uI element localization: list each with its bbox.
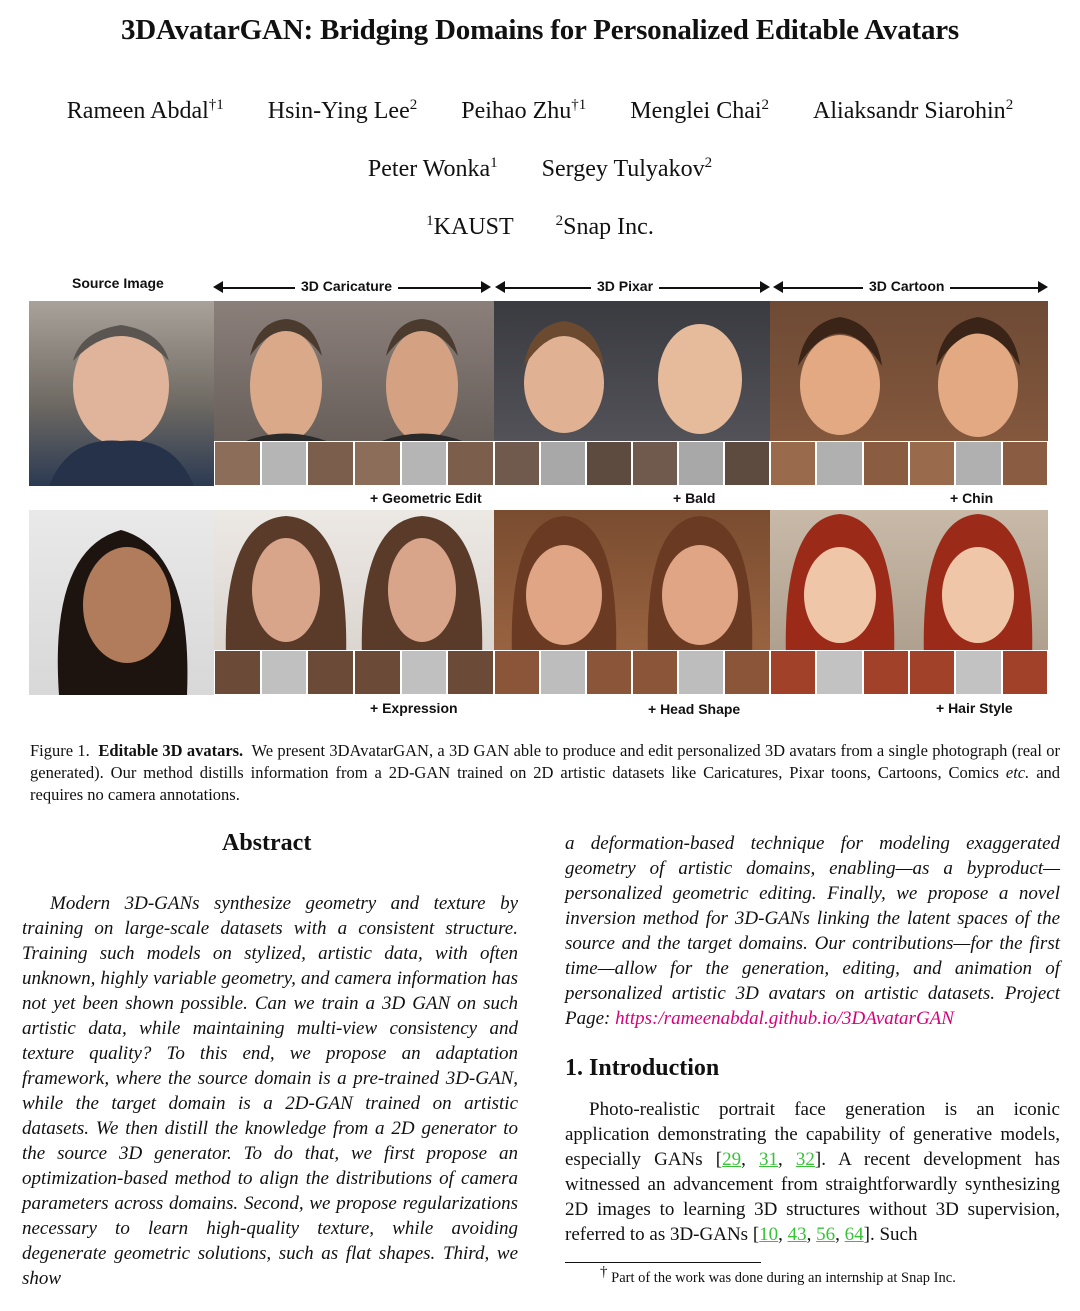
author: Aliaksandr Siarohin$^2$ xyxy=(813,97,1014,124)
thumbnail-strip xyxy=(214,650,494,695)
abstract-body-right: a deformation-based technique for modeling exaggerated geometry of artistic domains, enabling—as a byproduct—personalized geometric editing. Finally, we propose a novel inversion method for 3D-GANs linking the latent spaces of the source and the target domains. Our contributions—for the first time—allow for the generation, editing, and animation of personalized artistic 3D avatars on artistic datasets. Project Page: https:/rameenabdal.github.io/3DAvatarGAN xyxy=(565,833,1061,1029)
authors-row-1 xyxy=(0,98,1080,125)
source-image-label: Source Image xyxy=(72,275,164,291)
authors-row-2 xyxy=(0,156,1080,183)
citation-link[interactable]: 56 xyxy=(816,1224,836,1245)
pixar-panel-1 xyxy=(494,301,770,486)
source-photo-man xyxy=(29,301,214,486)
thumbnail-strip xyxy=(770,441,1048,486)
thumbnail-strip xyxy=(494,650,770,695)
face-portrait xyxy=(29,301,214,486)
footnote: † Part of the work was done during an internship at Snap Inc. xyxy=(600,1264,956,1286)
cartoon-panel-2 xyxy=(770,510,1048,695)
citation-link[interactable]: 43 xyxy=(787,1224,807,1245)
author: Peter Wonka$^1$ xyxy=(367,155,498,182)
affiliation: $^2$Snap Inc. xyxy=(555,213,654,240)
edit-label: + Chin xyxy=(950,490,994,506)
source-photo-woman xyxy=(29,510,214,695)
affiliations xyxy=(0,214,1080,241)
caricature-panel-2 xyxy=(214,510,494,695)
introduction-heading: 1. Introduction xyxy=(565,1055,720,1081)
citation-link[interactable]: 32 xyxy=(795,1149,815,1170)
abstract-heading: Abstract xyxy=(222,830,312,856)
group-label: 3D Cartoon xyxy=(863,278,950,294)
edit-label: + Head Shape xyxy=(648,701,741,717)
figure-caption: Figure 1. Editable 3D avatars. We present 3DAvatarGAN, a 3D GAN able to produce and edit personalized 3D avatars from a single photograph (real or generated). Our method distills information from a 2D-GAN trained on 2D artistic datasets like Caricatures, Pixar toons, Cartoons, Comics etc. and requires no camera annotations. xyxy=(30,741,1061,804)
group-label: 3D Caricature xyxy=(295,278,398,294)
author: Peihao Zhu$^{\dagger 1}$ xyxy=(461,97,587,124)
thumbnail-strip xyxy=(494,441,770,486)
footnote-rule xyxy=(565,1262,761,1263)
cartoon-panel-1 xyxy=(770,301,1048,486)
thumbnail-strip xyxy=(770,650,1048,695)
group-header-pixar xyxy=(495,280,770,294)
edit-label: + Hair Style xyxy=(936,700,1013,716)
paper-title: 3DAvatarGAN: Bridging Domains for Personalized Editable Avatars xyxy=(120,14,960,46)
citation-link[interactable]: 10 xyxy=(759,1224,779,1245)
arrow-right-icon xyxy=(481,281,491,293)
group-header-cartoon xyxy=(773,280,1048,294)
author: Hsin-Ying Lee$^2$ xyxy=(267,97,418,124)
author: Menglei Chai$^2$ xyxy=(630,97,770,124)
affiliation: $^1$KAUST xyxy=(426,213,514,240)
project-page-link[interactable]: https:/rameenabdal.github.io/3DAvatarGAN xyxy=(615,1008,954,1029)
citation-link[interactable]: 31 xyxy=(759,1149,779,1170)
edit-label: + Expression xyxy=(370,700,458,716)
abstract-body-left: Modern 3D-GANs synthesize geometry and texture by training on large-scale datasets with a consistent structure. Training such models on stylized, artistic data, with often unknown, highly variable geometry, and camera information has not yet been shown possible. Can we train a 3D GAN on such artistic data, while maintaining multi-view consistency and texture quality? To this end, we propose an adaptation framework, where the source domain is a pre-trained 3D-GAN, while the target domain is a 2D-GAN trained on artistic datasets. We then distill the knowledge from a 2D generator to the source 3D generator. To do that, we first propose an optimization-based method to align the distributions of camera parameters across domains. Second, we propose regularizations necessary to learn high-quality texture, while avoiding degenerate geometric solutions, such as flat shapes. Third, we show xyxy=(22,893,518,1289)
group-header-caricature xyxy=(213,280,491,294)
caricature-panel-1 xyxy=(214,301,494,486)
face-portrait xyxy=(29,510,214,695)
edit-label: + Geometric Edit xyxy=(370,490,482,506)
edit-label: + Bald xyxy=(673,490,716,506)
citation-link[interactable]: 64 xyxy=(844,1224,864,1245)
author: Sergey Tulyakov$^2$ xyxy=(541,155,713,182)
author: Rameen Abdal$^{\dagger 1}$ xyxy=(66,97,224,124)
citation-link[interactable]: 29 xyxy=(722,1149,742,1170)
pixar-panel-2 xyxy=(494,510,770,695)
group-label: 3D Pixar xyxy=(591,278,659,294)
arrow-right-icon xyxy=(760,281,770,293)
arrow-right-icon xyxy=(1038,281,1048,293)
introduction-body: Photo-realistic portrait face generation is an iconic application demonstrating the capability of generative models, especially GANs [29, 31, 32]. A recent development has witnessed an advancement from straightforwardly synthesizing 2D images to learning 3D structures without 3D supervision, referred to as 3D-GANs [10, 43, 56, 64]. Such xyxy=(565,1099,1061,1245)
thumbnail-strip xyxy=(214,441,494,486)
